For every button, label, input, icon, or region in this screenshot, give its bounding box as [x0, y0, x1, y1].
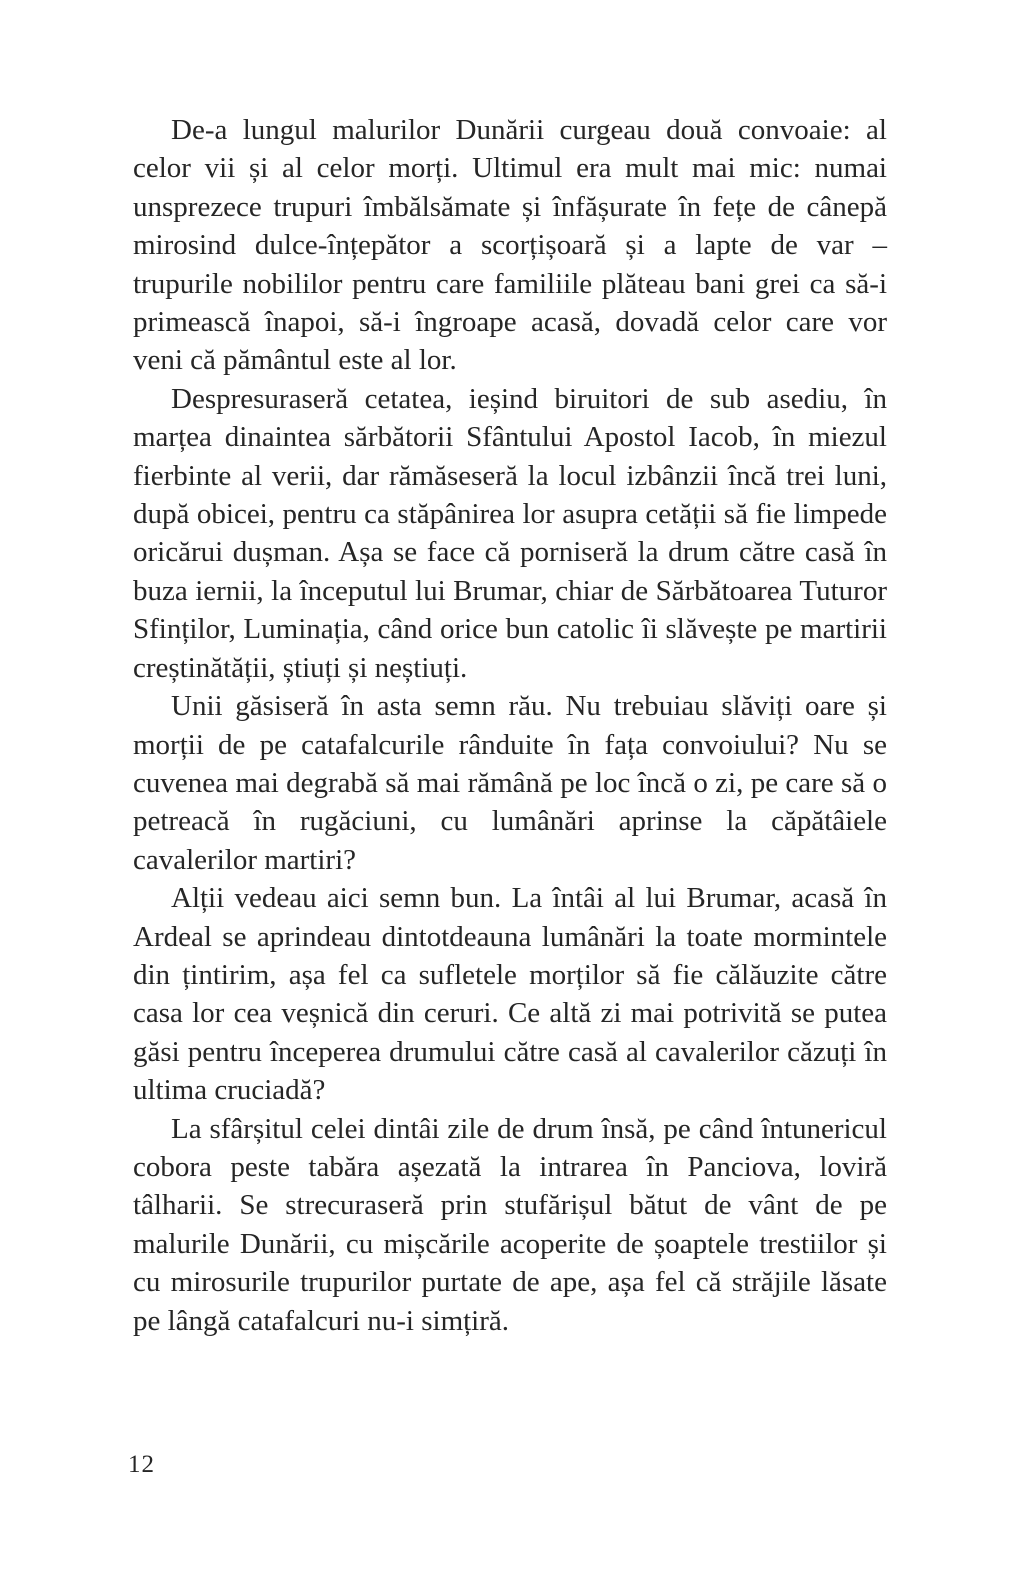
paragraph-5: La sfârșitul celei dintâi zile de drum însă, pe când întunericul cobora peste tabăra așezată la intrarea în Panciova, loviră tâlharii. Se strecuraseră prin stufărișul bătut de vânt de pe malurile Dunării, cu mișcările acoperite de șoaptele trestiilor și cu mirosurile trupurilor purtate de ape, așa fel că străjile lăsate pe lângă catafalcuri nu-i simțiră.: [133, 1112, 887, 1337]
text-block: [133, 111, 887, 1340]
paragraph-1: De-a lungul malurilor Dunării curgeau două convoaie: al celor vii și al celor morți. Ultimul era mult mai mic: numai unsprezece trupuri îmbălsămate și înfășurate în fețe de cânepă mirosind dulce-înțepător a scorțișoară și a lapte de var – trupurile nobililor pentru care familiile plăteau bani grei ca să-i primească înapoi, să-i îngroape acasă, dovadă celor care vor veni că pământul este al lor.: [133, 114, 887, 377]
paragraph-4: Alții vedeau aici semn bun. La întâi al lui Brumar, acasă în Ardeal se aprindeau dintotdeauna lumânări la toate mormintele din țintirim, așa fel ca sufletele morților să fie călăuzite către casa lor cea veșnică din ceruri. Ce altă zi mai potrivită se putea găsi pentru începerea drumului către casă al cavalerilor căzuți în ultima cruciadă?: [133, 882, 887, 1107]
page-number: 12: [128, 1451, 155, 1478]
paragraph-2: Despresuraseră cetatea, ieșind biruitori de sub asediu, în marțea dinaintea sărbătorii Sfântului Apostol Iacob, în miezul fierbinte al verii, dar rămăseseră la locul izbânzii încă trei luni, după obicei, pentru ca stăpânirea lor asupra cetății să fie limpede oricărui dușman. Așa se face că porniseră la drum către casă în buza iernii, la începutul lui Brumar, chiar de Sărbătoarea Tuturor Sfinților, Luminația, când orice bun catolic îi slăvește pe martirii creștinătății, știuți și neștiuți.: [133, 382, 887, 684]
paragraph-3: Unii găsiseră în asta semn rău. Nu trebuiau slăviți oare și morții de pe catafalcurile rânduite în fața convoiului? Nu se cuvenea mai degrabă să mai rămână pe loc încă o zi, pe care să o petreacă în rugăciuni, cu lumânări aprinse la căpătâiele cavalerilor martiri?: [133, 690, 887, 876]
